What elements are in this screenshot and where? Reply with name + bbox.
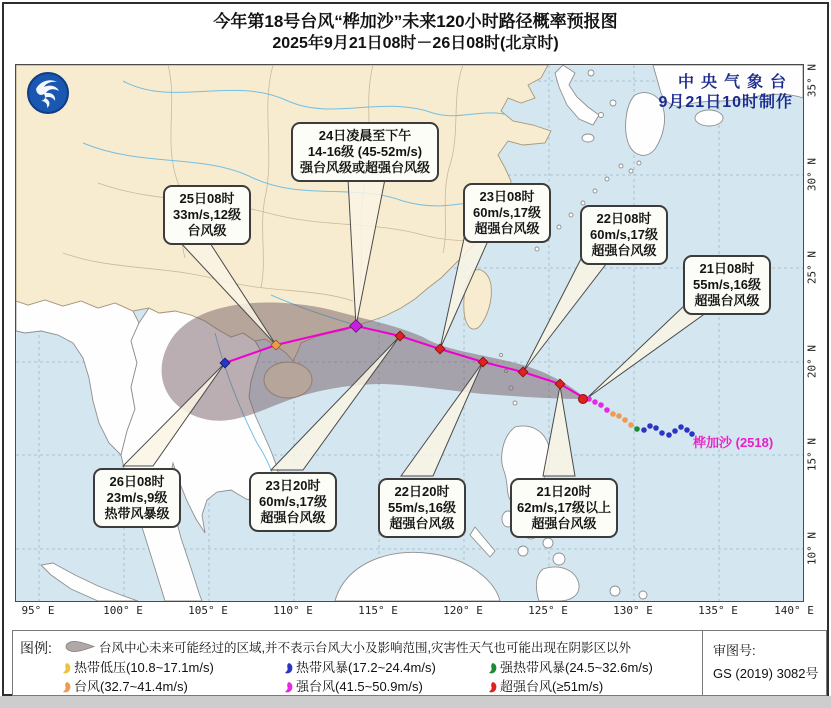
outer-frame	[2, 2, 829, 696]
callout-21d20h: 21日20时 62m/s,17级以上 超强台风级	[510, 478, 618, 538]
lat-label-20n: 20° N	[805, 344, 819, 379]
legend-item-sty: 强台风(41.5~50.9m/s)	[283, 676, 423, 695]
severe-tropical-storm-icon	[487, 662, 497, 674]
cma-logo	[26, 71, 70, 115]
review-number-value: GS (2019) 3082号	[713, 666, 819, 681]
legend-item-sts: 强热带风暴(24.5~32.6m/s)	[487, 657, 653, 676]
credit-time: 9月21日10时制作	[658, 94, 793, 111]
legend-cone-note: 台风中心未来可能经过的区域,并不表示台风大小及影响范围,灾害性天气也可能出现在阴影区以外	[99, 641, 631, 655]
severe-typhoon-icon	[283, 681, 293, 693]
lon-label-95e: 95° E	[21, 604, 55, 617]
page-title: 今年第18号台风“桦加沙”未来120小时路径概率预报图	[213, 12, 618, 31]
lon-label-135e: 135° E	[698, 604, 738, 617]
lon-label-125e: 125° E	[528, 604, 568, 617]
callout-22d20h: 22日20时 55m/s,16级 超强台风级	[378, 478, 466, 538]
callout-23d08h: 23日08时 60m/s,17级 超强台风级	[463, 183, 551, 243]
lon-label-130e: 130° E	[613, 604, 653, 617]
tropical-storm-icon	[283, 662, 293, 674]
lon-label-105e: 105° E	[188, 604, 228, 617]
lat-label-10n: 10° N	[805, 531, 819, 566]
legend-item-ts: 热带风暴(17.2~24.4m/s)	[283, 657, 436, 676]
lat-label-35n: 35° N	[805, 63, 819, 98]
lat-label-25n: 25° N	[805, 250, 819, 285]
callout-22d08h: 22日08时 60m/s,17级 超强台风级	[580, 205, 668, 265]
callout-25d08h: 25日08时 33m/s,12级 台风级	[163, 185, 251, 245]
legend-divider	[702, 631, 703, 695]
bottom-gray-strip	[0, 696, 831, 708]
legend	[12, 630, 827, 696]
typhoon-name-label: 桦加沙 (2518)	[693, 435, 774, 450]
super-typhoon-icon	[487, 681, 497, 693]
lon-label-120e: 120° E	[443, 604, 483, 617]
legend-item-ty: 台风(32.7~41.4m/s)	[61, 676, 188, 695]
lat-label-15n: 15° N	[805, 437, 819, 472]
callout-24d: 24日凌晨至下午 14-16级 (45-52m/s) 强台风级或超强台风级	[291, 122, 439, 182]
callout-23d20h: 23日20时 60m/s,17级 超强台风级	[249, 472, 337, 532]
credit-agency: 中央气象台	[677, 74, 793, 91]
callout-26d08h: 26日08时 23m/s,9级 热带风暴级	[93, 468, 181, 528]
callout-21d08h: 21日08时 55m/s,16级 超强台风级	[683, 255, 771, 315]
cone-icon	[65, 640, 95, 653]
lon-label-100e: 100° E	[103, 604, 143, 617]
typhoon-icon	[61, 681, 71, 693]
legend-item-td: 热带低压(10.8~17.1m/s)	[61, 657, 214, 676]
review-number-label: 审图号:	[713, 643, 756, 658]
current-position-marker	[579, 395, 588, 404]
title-block	[4, 10, 827, 55]
legend-title: 图例:	[20, 640, 52, 656]
legend-item-super-ty: 超强台风(≥51m/s)	[487, 676, 603, 695]
tropical-depression-icon	[61, 662, 71, 674]
lat-label-30n: 30° N	[805, 157, 819, 192]
lon-label-115e: 115° E	[358, 604, 398, 617]
page-subtitle: 2025年9月21日08时－26日08时(北京时)	[272, 35, 559, 52]
map-area	[15, 64, 804, 602]
observed-track	[579, 395, 695, 438]
lon-label-140e: 140° E	[774, 604, 814, 617]
credit-block	[659, 73, 794, 113]
lon-label-110e: 110° E	[273, 604, 313, 617]
